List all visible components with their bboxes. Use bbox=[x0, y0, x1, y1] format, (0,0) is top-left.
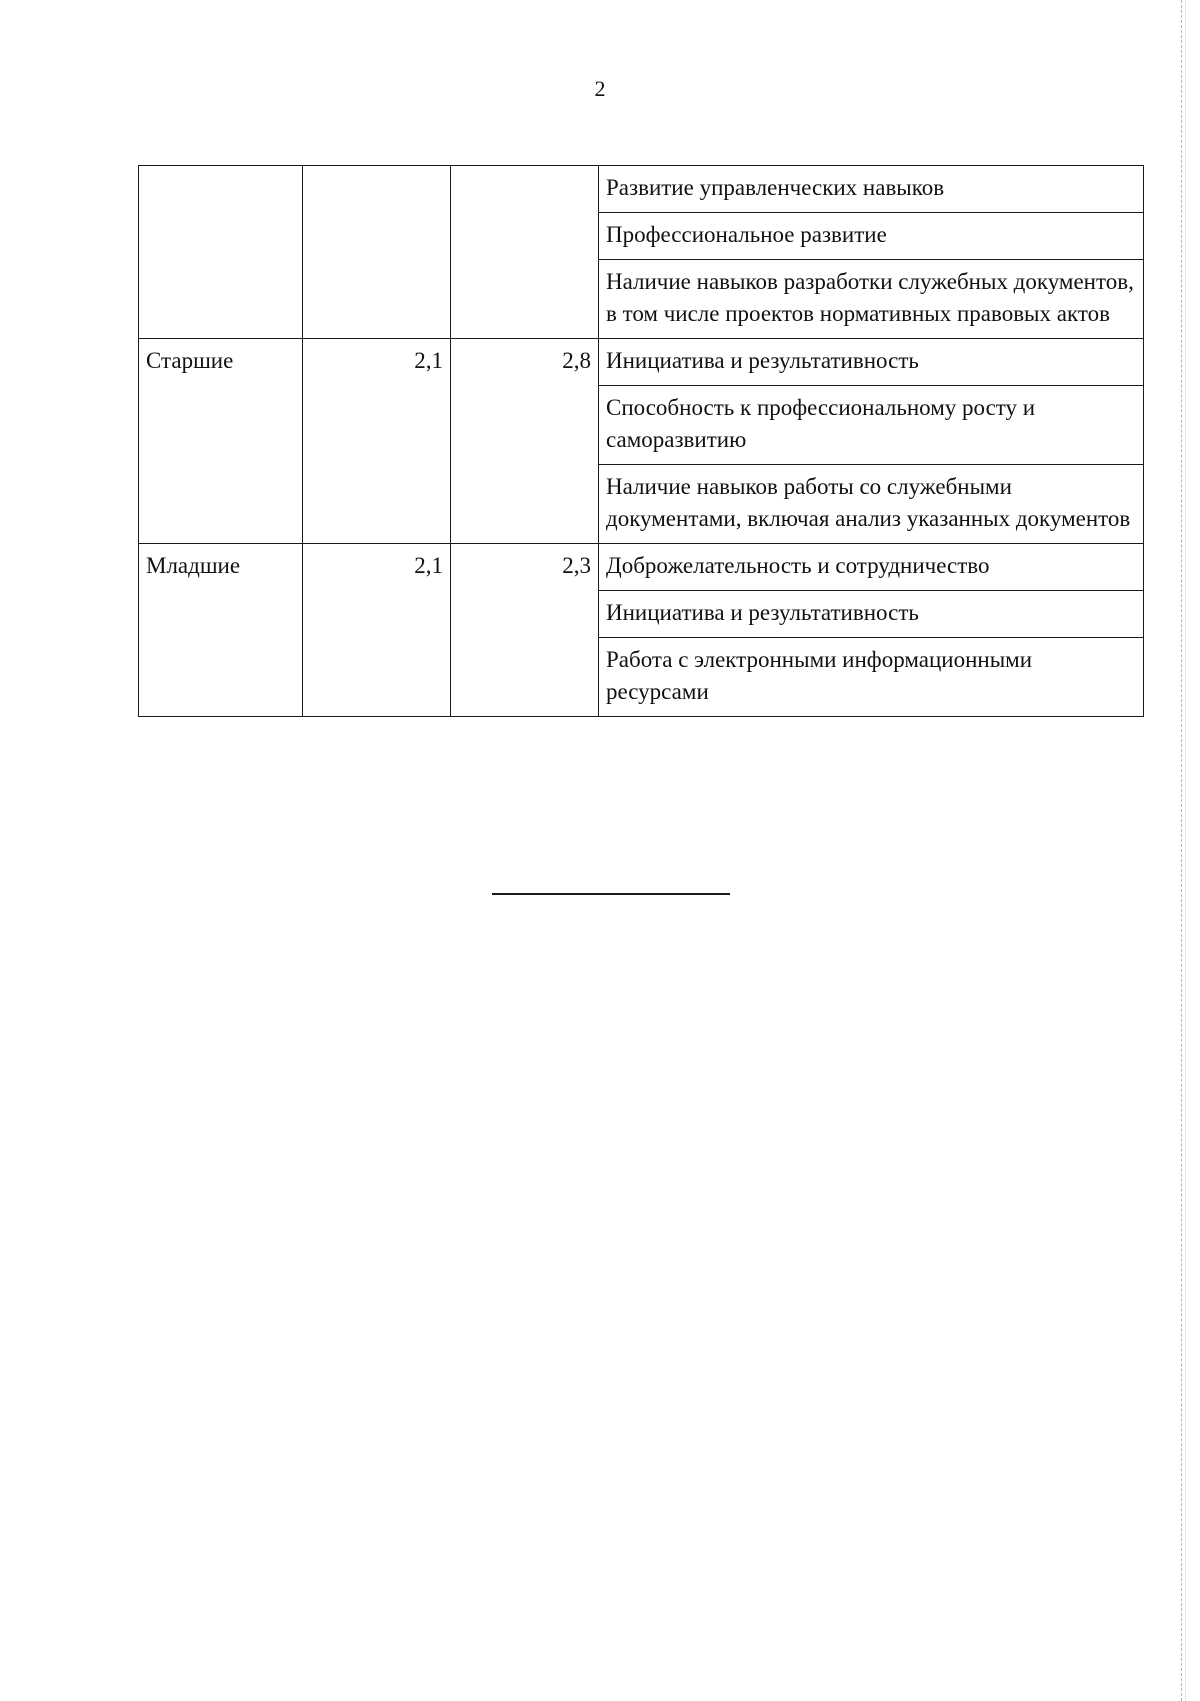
quality-cell: Наличие навыков работы со служебными документами, включая анализ указанных документов bbox=[599, 465, 1144, 544]
scan-edge-artifact bbox=[1181, 0, 1186, 1701]
table-cell-empty bbox=[139, 166, 303, 339]
value-cell: 2,1 bbox=[303, 339, 451, 544]
page-number: 2 bbox=[594, 76, 606, 101]
quality-cell: Наличие навыков разработки служебных документов, в том числе проектов нормативных правовых актов bbox=[599, 260, 1144, 339]
value-cell: 2,8 bbox=[451, 339, 599, 544]
table-cell-empty bbox=[451, 166, 599, 339]
table-row bbox=[139, 544, 1144, 591]
table-cell-empty bbox=[303, 166, 451, 339]
quality-cell: Инициатива и результативность bbox=[599, 339, 1144, 386]
quality-cell: Доброжелательность и сотрудничество bbox=[599, 544, 1144, 591]
qualifications-table bbox=[138, 165, 1144, 717]
quality-cell: Профессиональное развитие bbox=[599, 213, 1144, 260]
quality-cell: Инициатива и результативность bbox=[599, 591, 1144, 638]
value-cell: 2,1 bbox=[303, 544, 451, 717]
quality-cell: Работа с электронными информационными ресурсами bbox=[599, 638, 1144, 717]
quality-cell: Способность к профессиональному росту и саморазвитию bbox=[599, 386, 1144, 465]
category-cell: Младшие bbox=[139, 544, 303, 717]
value-cell: 2,3 bbox=[451, 544, 599, 717]
table-row bbox=[139, 166, 1144, 213]
quality-cell: Развитие управленческих навыков bbox=[599, 166, 1144, 213]
table-row bbox=[139, 339, 1144, 386]
end-separator-line bbox=[492, 893, 730, 895]
category-cell: Старшие bbox=[139, 339, 303, 544]
